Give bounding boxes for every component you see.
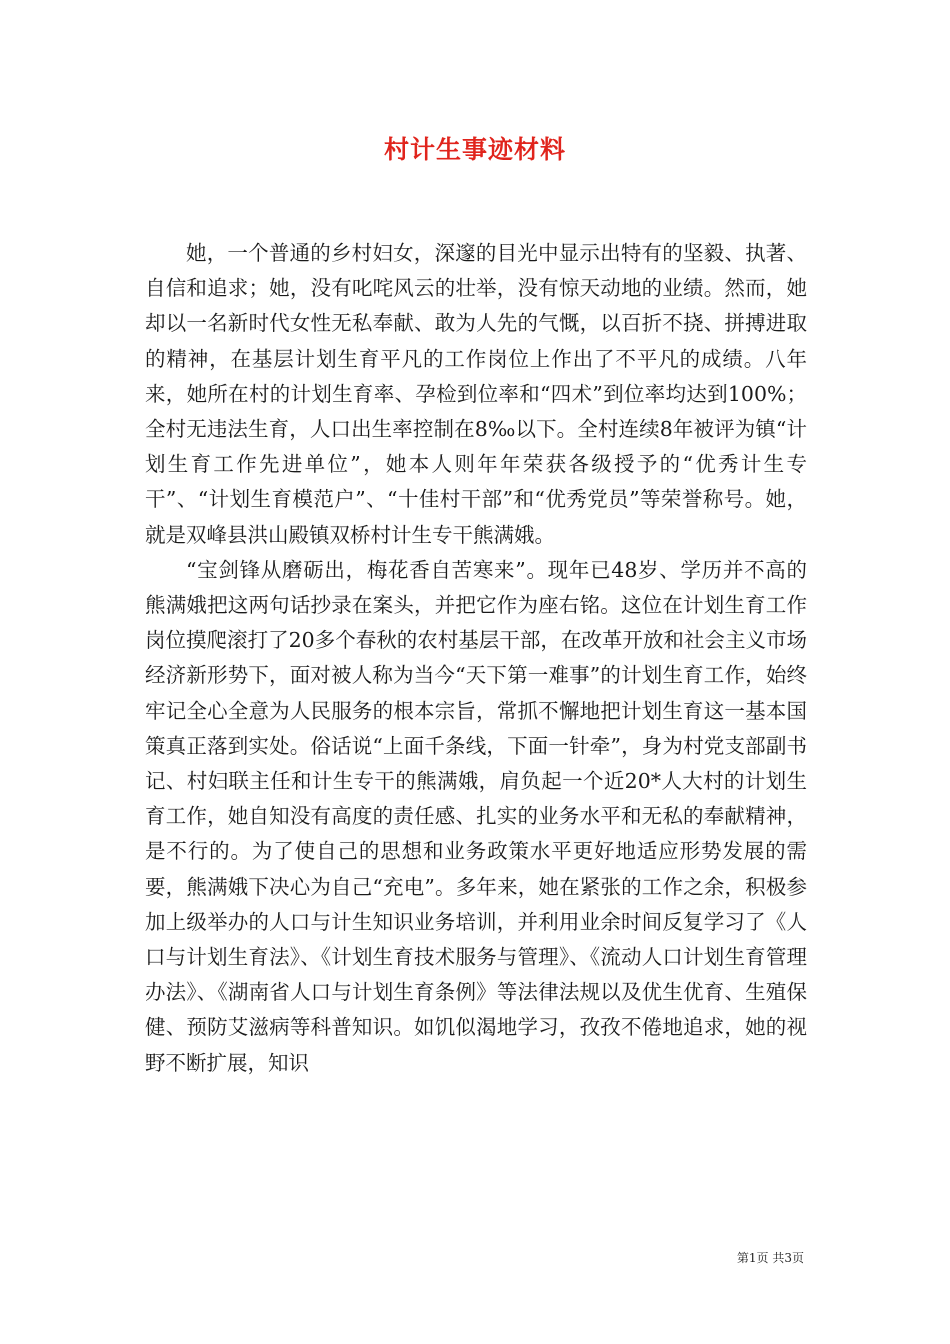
page-number: 第1页 共3页 [736, 1251, 804, 1265]
paragraph-1: 她，一个普通的乡村妇女，深邃的目光中显示出特有的坚毅、执著、自信和追求；她，没有叱咤风云的壮举，没有惊天动地的业绩。然而，她却以一名新时代女性无私奉献、敢为人先的气慨，以百折不挠、拼搏进取的精神，在基层计划生育平凡的工作岗位上作出了不平凡的成绩。八年来，她所在村的计划生育率、孕检到位率和“四术”到位率均达到100%；全村无违法生育，人口出生率控制在8‰以下。全村连续8年被评为镇“计划生育工作先进单位”，她本人则年年荣获各级授予的“优秀计生专干”、“计划生育模范户”、“十佳村干部”和“优秀党员”等荣誉称号。她，就是双峰县洪山殿镇双桥村计生专干熊满娥。 [145, 241, 807, 547]
document-body [145, 236, 807, 1081]
document-title: 村计生事迹材料 [383, 135, 566, 164]
paragraph-2: “宝剑锋从磨砺出，梅花香自苦寒来”。现年已48岁、学历并不高的熊满娥把这两句话抄录在案头，并把它作为座右铭。这位在计划生育工作岗位摸爬滚打了20多个春秋的农村基层干部，在改革开放和社会主义市场经济新形势下，面对被人称为当今“天下第一难事”的计划生育工作，始终牢记全心全意为人民服务的根本宗旨，常抓不懈地把计划生育这一基本国策真正落到实处。俗话说“上面千条线，下面一针牵”，身为村党支部副书记、村妇联主任和计生专干的熊满娥，肩负起一个近20*人大村的计划生育工作，她自知没有高度的责任感、扎实的业务水平和无私的奉献精神，是不行的。为了使自己的思想和业务政策水平更好地适应形势发展的需要，熊满娥下决心为自己“充电”。多年来，她在紧张的工作之余，积极参加上级举办的人口与计生知识业务培训，并利用业余时间反复学习了《人口与计划生育法》、《计划生育技术服务与管理》、《流动人口计划生育管理办法》、《湖南省人口与计划生育条例》等法律法规以及优生优育、生殖保健、预防艾滋病等科普知识。如饥似渴地学习，孜孜不倦地追求，她的视野不断扩展，知识 [145, 557, 807, 1075]
